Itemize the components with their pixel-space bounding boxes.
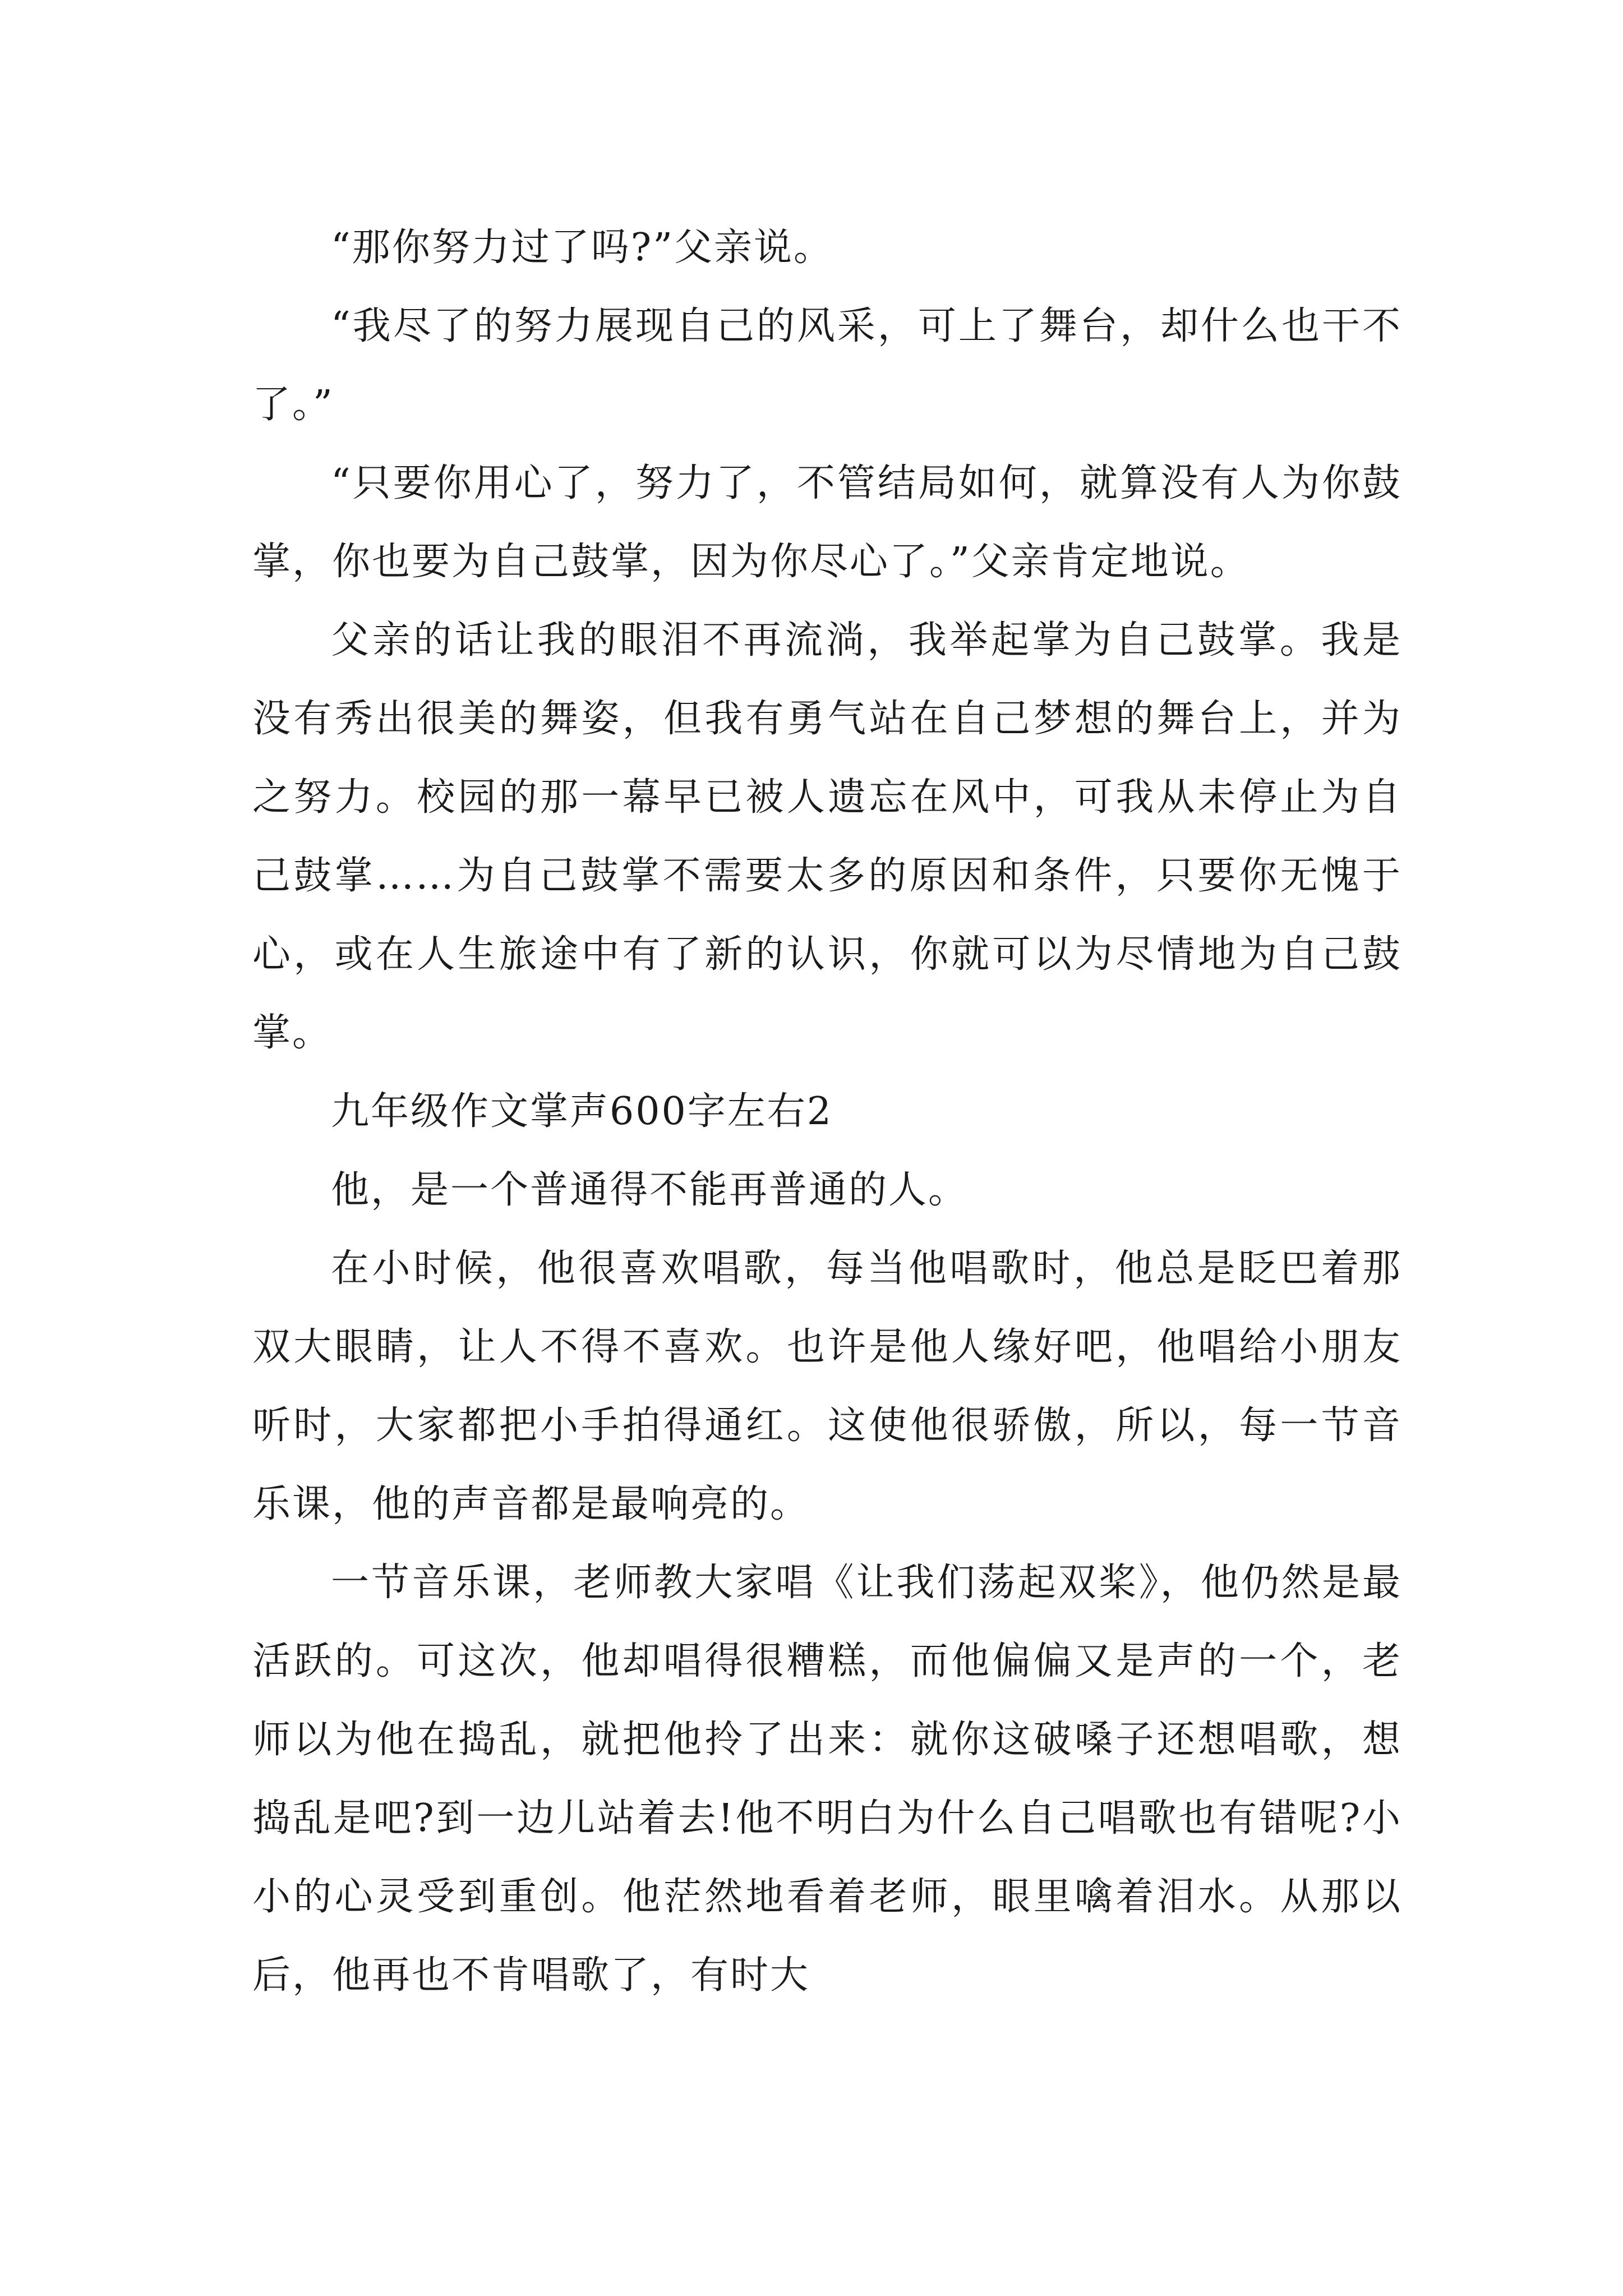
paragraph: 一节音乐课，老师教大家唱《让我们荡起双桨》，他仍然是最活跃的。可这次，他却唱得很糟糕，而他偏偏又是声的一个，老师以为他在捣乱，就把他拎了出来：就你这破嗓子还想唱歌，想捣乱是吧?到一边儿站着去!他不明白为什么自己唱歌也有错呢?小小的心灵受到重创。他茫然地看着老师，眼里噙着泪水。从那以后，他再也不肯唱歌了，有时大 bbox=[252, 1561, 1402, 1998]
document-body bbox=[252, 209, 1402, 2015]
paragraph: 父亲的话让我的眼泪不再流淌，我举起掌为自己鼓掌。我是没有秀出很美的舞姿，但我有勇气站在自己梦想的舞台上，并为之努力。校园的那一幕早已被人遗忘在风中，可我从未停止为自己鼓掌……为自己鼓掌不需要太多的原因和条件，只要你无愧于心，或在人生旅途中有了新的认识，你就可以为尽情地为自己鼓掌。 bbox=[252, 618, 1402, 1055]
paragraph: “只要你用心了，努力了，不管结局如何，就算没有人为你鼓掌，你也要为自己鼓掌，因为你尽心了。”父亲肯定地说。 bbox=[252, 461, 1402, 584]
paragraph: 他，是一个普通得不能再普通的人。 bbox=[331, 1168, 969, 1212]
paragraph: “那你努力过了吗?”父亲说。 bbox=[331, 226, 833, 270]
paragraph: 在小时候，他很喜欢唱歌，每当他唱歌时，他总是眨巴着那双大眼睛，让人不得不喜欢。也许是他人缘好吧，他唱给小朋友听时，大家都把小手拍得通红。这使他很骄傲，所以，每一节音乐课，他的声音都是最响亮的。 bbox=[252, 1246, 1402, 1526]
paragraph: “我尽了的努力展现自己的风采，可上了舞台，却什么也干不了。” bbox=[252, 304, 1402, 427]
section-heading: 九年级作文掌声600字左右2 bbox=[331, 1089, 833, 1134]
